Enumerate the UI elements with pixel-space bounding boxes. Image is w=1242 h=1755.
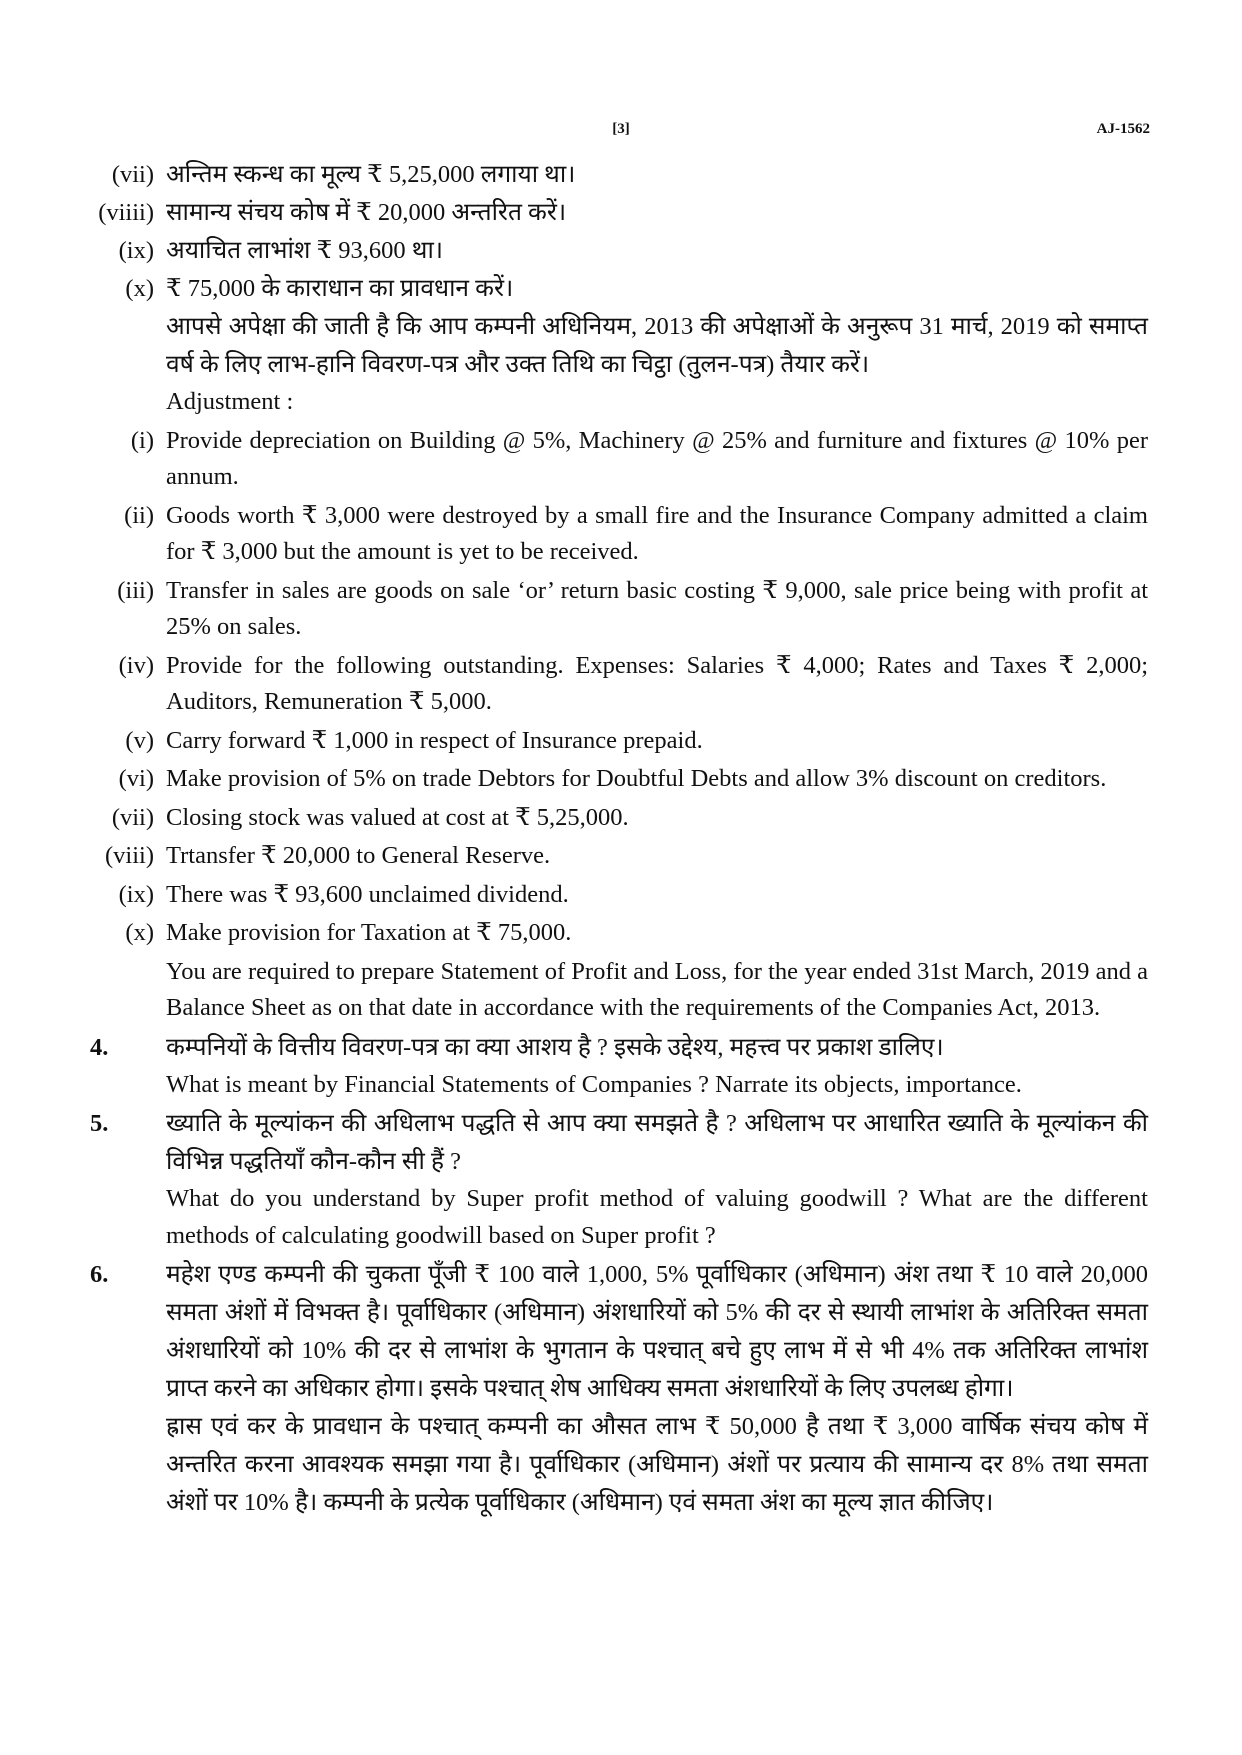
hindi-adjustment-item <box>86 156 1148 194</box>
item-text: Make provision for Taxation at ₹ 75,000. <box>166 919 572 946</box>
item-text: Transfer in sales are goods on sale ‘or’ return basic costing ₹ 9,000, sale price being with profit at 25% on sales. <box>166 576 1148 640</box>
question-number: 5. <box>90 1110 109 1137</box>
hindi-adjustment-item <box>86 194 1148 232</box>
item-text: Carry forward ₹ 1,000 in respect of Insurance prepaid. <box>166 726 703 754</box>
item-text: Make provision of 5% on trade Debtors for Doubtful Debts and allow 3% discount on creditors. <box>166 765 1107 792</box>
english-instruction-text: You are required to prepare Statement of Profit and Loss, for the year ended 31st March, 2019 and a Balance Sheet as on that date in accordance with the requirements of the Companies Act, 2013. <box>166 957 1148 1021</box>
question-5 <box>86 1105 1148 1181</box>
item-label: (v) <box>125 726 154 754</box>
item-text: Closing stock was valued at cost at ₹ 5,25,000. <box>166 803 629 831</box>
item-label: (vi) <box>118 765 154 792</box>
question-4 <box>86 1029 1148 1067</box>
item-text: Provide for the following outstanding. Expenses: Salaries ₹ 4,000; Rates and Taxes ₹ 2,000; Auditors, Remuneration ₹ 5,000. <box>166 651 1148 715</box>
item-label: (ix) <box>118 880 154 908</box>
item-text: Trtansfer ₹ 20,000 to General Reserve. <box>166 842 551 869</box>
question-number: 6. <box>90 1261 109 1288</box>
adjustment-heading-row <box>86 384 1148 421</box>
item-text: Provide depreciation on Building @ 5%, Machinery @ 25% and furniture and fixtures @ 10% per annum. <box>166 426 1148 490</box>
paper-code: AJ-1562 <box>1096 121 1150 137</box>
question-english: What do you understand by Super profit method of valuing goodwill ? What are the different methods of calculating goodwill based on Super profit ? <box>166 1185 1148 1249</box>
question-6-hindi-continued <box>86 1408 1148 1522</box>
item-label: (viiii) <box>98 199 154 226</box>
item-label: (ix) <box>118 237 154 264</box>
page-number: [3] <box>612 121 630 137</box>
item-label: (i) <box>130 426 154 454</box>
english-adjustment-item <box>86 723 1148 760</box>
question-hindi: महेश एण्ड कम्पनी की चुकता पूँजी ₹ 100 वाले 1,000, 5% पूर्वाधिकार (अधिमान) अंश तथा ₹ 10 वाले 20,000 समता अंशों में विभक्त है। पूर्वाधिकार (अधिमान) अंशधारियों को 5% की दर से स्थायी लाभांश के अतिरिक्त समता अंशधारियों को 10% की दर से लाभांश के भुगतान के पश्चात् बचे हुए लाभ में से भी 4% तक अतिरिक्त लाभांश प्राप्त करने का अधिकार होगा। इसके पश्चात् शेष आधिक्य समता अंशधारियों के लिए उपलब्ध होगा। <box>166 1261 1148 1402</box>
item-text: Goods worth ₹ 3,000 were destroyed by a small fire and the Insurance Company admitted a claim for ₹ 3,000 but the amount is yet to be received. <box>166 501 1148 565</box>
item-label: (iv) <box>118 651 154 679</box>
item-text: अन्तिम स्कन्ध का मूल्य ₹ 5,25,000 लगाया था। <box>166 161 576 188</box>
item-text: सामान्य संचय कोष में ₹ 20,000 अन्तरित करें। <box>166 199 567 226</box>
english-adjustment-item <box>86 761 1148 798</box>
question-5-english <box>86 1181 1148 1254</box>
item-label: (x) <box>125 919 154 946</box>
english-adjustment-item <box>86 648 1148 721</box>
item-label: (vii) <box>111 161 154 188</box>
hindi-instruction-text: आपसे अपेक्षा की जाती है कि आप कम्पनी अधिनियम, 2013 की अपेक्षाओं के अनुरूप 31 मार्च, 2019 को समाप्त वर्ष के लिए लाभ-हानि विवरण-पत्र और उक्त तिथि का चिट्ठा (तुलन-पत्र) तैयार करें। <box>166 313 1148 378</box>
adjustment-heading: Adjustment : <box>166 388 294 415</box>
question-4-english <box>86 1067 1148 1104</box>
item-label: (ii) <box>124 501 154 529</box>
page-content <box>86 156 1148 1522</box>
question-number: 4. <box>90 1033 109 1061</box>
english-adjustment-item <box>86 800 1148 837</box>
item-text: There was ₹ 93,600 unclaimed dividend. <box>166 880 569 908</box>
question-hindi-part-2: ह्रास एवं कर के प्रावधान के पश्चात् कम्पनी का औसत लाभ ₹ 50,000 है तथा ₹ 3,000 वार्षिक संचय कोष में अन्तरित करना आवश्यक समझा गया है। पूर्वाधिकार (अधिमान) अंशों पर प्रत्याय की सामान्य दर 8% तथा समता अंशों पर 10% है। कम्पनी के प्रत्येक पूर्वाधिकार (अधिमान) एवं समता अंश का मूल्य ज्ञात कीजिए। <box>166 1413 1148 1516</box>
question-english: What is meant by Financial Statements of Companies ? Narrate its objects, importance. <box>166 1070 1022 1098</box>
item-label: (iii) <box>117 576 154 604</box>
english-adjustment-item <box>86 573 1148 646</box>
question-hindi: कम्पनियों के वित्तीय विवरण-पत्र का क्या आशय है ? इसके उद्देश्य, महत्त्व पर प्रकाश डालिए। <box>166 1033 944 1061</box>
english-adjustment-item <box>86 838 1148 875</box>
english-adjustment-item <box>86 915 1148 952</box>
hindi-adjustment-item <box>86 270 1148 308</box>
hindi-instruction <box>86 308 1148 384</box>
english-instruction <box>86 954 1148 1027</box>
hindi-adjustment-item <box>86 232 1148 270</box>
question-hindi: ख्याति के मूल्यांकन की अधिलाभ पद्धति से आप क्या समझते है ? अधिलाभ पर आधारित ख्याति के मूल्यांकन की विभिन्न पद्धतियाँ कौन-कौन सी हैं ? <box>166 1110 1148 1175</box>
english-adjustment-item <box>86 423 1148 496</box>
item-label: (vii) <box>111 803 154 831</box>
item-text: अयाचित लाभांश ₹ 93,600 था। <box>166 237 444 264</box>
question-6 <box>86 1256 1148 1408</box>
english-adjustment-item <box>86 498 1148 571</box>
item-text: ₹ 75,000 के काराधान का प्रावधान करें। <box>166 275 514 302</box>
english-adjustment-item <box>86 877 1148 914</box>
item-label: (x) <box>125 275 154 302</box>
item-label: (viii) <box>105 842 154 869</box>
